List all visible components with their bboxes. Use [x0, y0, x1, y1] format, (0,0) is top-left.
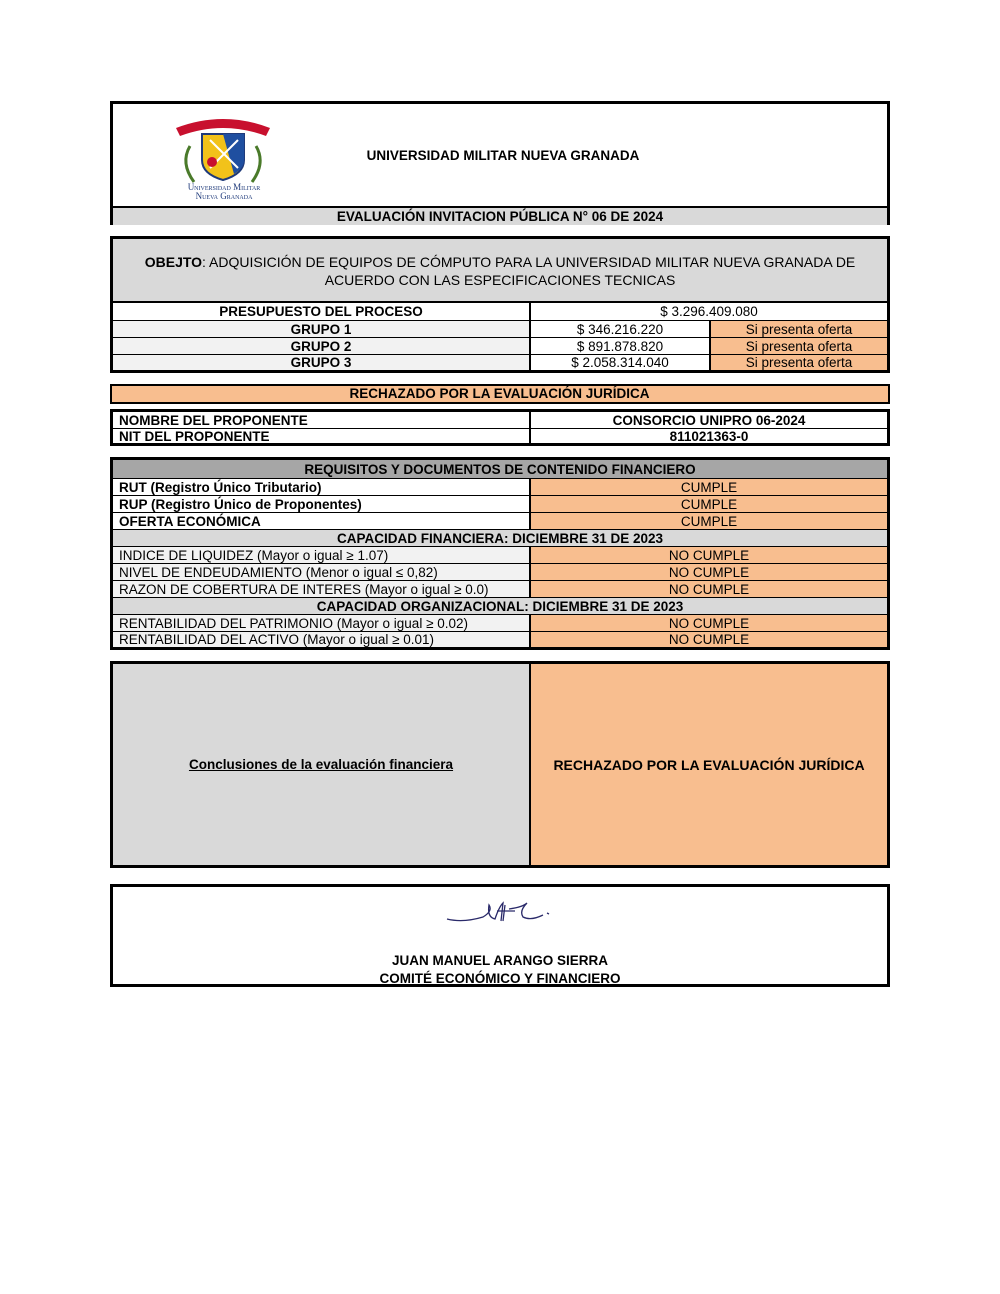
financial-result: NO CUMPLE: [529, 581, 887, 598]
group-status: Si presenta oferta: [709, 321, 887, 338]
document-label: RUT (Registro Único Tributario): [113, 479, 529, 496]
proponente-nit-label: NIT DEL PROPONENTE: [119, 428, 270, 444]
objeto-box: [113, 239, 887, 303]
rejection-banner-text: RECHAZADO POR LA EVALUACIÓN JURÍDICA: [349, 386, 650, 401]
financial-result: NO CUMPLE: [529, 564, 887, 581]
proponente-nit-value: 811021363-0: [529, 429, 887, 443]
organizational-label: RENTABILIDAD DEL PATRIMONIO (Mayor o igual ≥ 0.02): [113, 615, 529, 632]
financial-title: CAPACIDAD FINANCIERA: DICIEMBRE 31 DE 2023: [113, 530, 887, 547]
conclusion-block: [110, 661, 890, 868]
conclusion-label: [113, 664, 529, 865]
group-amount: $ 346.216.220: [529, 321, 709, 338]
evaluation-title: EVALUACIÓN INVITACION PÚBLICA N° 06 DE 2024: [336, 209, 664, 224]
handwritten-signature: [443, 897, 563, 927]
document-result: CUMPLE: [529, 513, 887, 530]
organizational-label: RENTABILIDAD DEL ACTIVO (Mayor o igual ≥ 0.01): [113, 632, 529, 647]
signer-role: COMITÉ ECONÓMICO Y FINANCIERO: [379, 971, 621, 986]
budget-total: $ 3.296.409.080: [529, 303, 887, 321]
organizational-title: CAPACIDAD ORGANIZACIONAL: DICIEMBRE 31 DE 2023: [113, 598, 887, 615]
financial-label: RAZON DE COBERTURA DE INTERES (Mayor o igual ≥ 0.0): [113, 581, 529, 598]
group-name: GRUPO 2: [113, 338, 529, 355]
budget-label: PRESUPUESTO DEL PROCESO: [113, 303, 529, 321]
university-name: UNIVERSIDAD MILITAR NUEVA GRANADA: [366, 148, 640, 163]
document-result: CUMPLE: [529, 496, 887, 513]
objeto-budget-block: [110, 236, 890, 373]
group-name: GRUPO 3: [113, 355, 529, 370]
logo-text-line2: Nueva Granada: [195, 191, 253, 201]
financial-label: NIVEL DE ENDEUDAMIENTO (Menor o igual ≤ 0,82): [113, 564, 529, 581]
rejection-banner: [110, 384, 890, 404]
evaluation-title-bar: [113, 206, 887, 225]
requisitos-title: REQUISITOS Y DOCUMENTOS DE CONTENIDO FINANCIERO: [113, 460, 887, 479]
header-block: [110, 101, 890, 225]
signer-name: JUAN MANUEL ARANGO SIERRA: [391, 953, 608, 968]
group-amount: $ 2.058.314.040: [529, 355, 709, 370]
logo-banner-text: SCIENTIA · PATRIA · FAMILIA: [195, 112, 251, 117]
signature-block: [110, 884, 890, 987]
document-result: CUMPLE: [529, 479, 887, 496]
organizational-result: NO CUMPLE: [529, 615, 887, 632]
group-amount: $ 891.878.820: [529, 338, 709, 355]
group-status: Si presenta oferta: [709, 355, 887, 370]
financial-result: NO CUMPLE: [529, 547, 887, 564]
document-label: OFERTA ECONÓMICA: [113, 513, 529, 530]
proponente-name-value: CONSORCIO UNIPRO 06-2024: [529, 412, 887, 429]
group-name: GRUPO 1: [113, 321, 529, 338]
proponente-name-label: NOMBRE DEL PROPONENTE: [113, 412, 529, 429]
logo-text-line1: Universidad Militar: [187, 182, 261, 192]
conclusion-label-text: Conclusiones de la evaluación financiera: [188, 757, 454, 772]
document-label: RUP (Registro Único de Proponentes): [113, 496, 529, 513]
objeto-text: : ADQUISICIÓN DE EQUIPOS DE CÓMPUTO PARA LA UNIVERSIDAD MILITAR NUEVA GRANADA DE ACUERDO CON LAS ESPECIFICACIONES TECNICAS: [202, 254, 856, 288]
objeto-label: OBEJTO: [144, 254, 203, 270]
proponente-block: [110, 409, 890, 446]
financial-label: INDICE DE LIQUIDEZ (Mayor o igual ≥ 1.07): [113, 547, 529, 564]
requisitos-table: [110, 457, 890, 650]
group-status: Si presenta oferta: [709, 338, 887, 355]
conclusion-value: RECHAZADO POR LA EVALUACIÓN JURÍDICA: [529, 664, 887, 865]
organizational-result: NO CUMPLE: [529, 632, 887, 647]
